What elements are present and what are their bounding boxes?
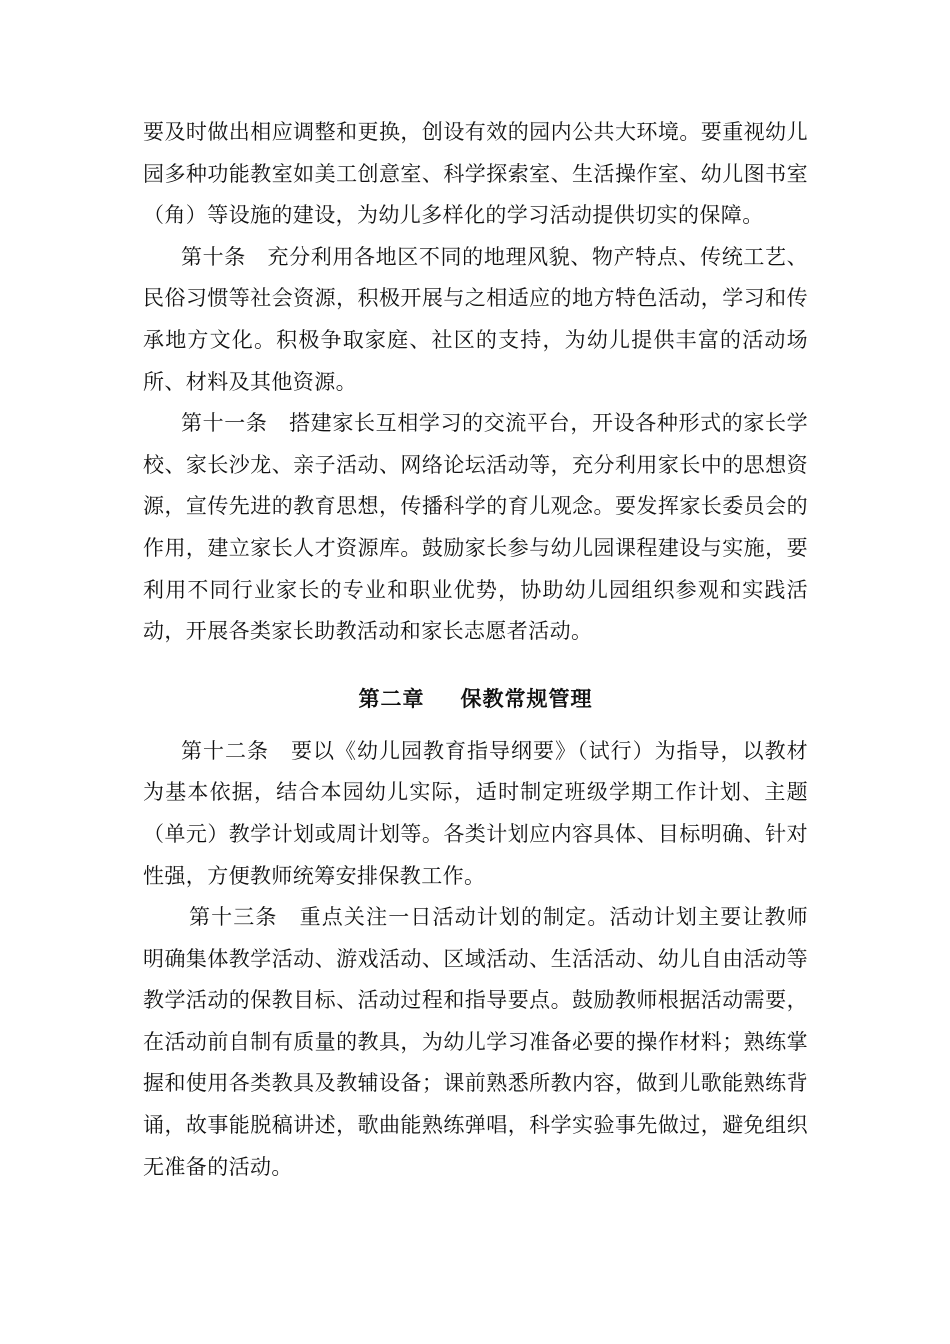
article-13 xyxy=(143,897,808,1188)
chapter-title: 保教常规管理 xyxy=(460,686,593,711)
article-10 xyxy=(143,237,808,403)
article-10-text: 充分利用各地区不同的地理风貌、物产特点、传统工艺、民俗习惯等社会资源，积极开展与之相适应的地方特色活动，学习和传承地方文化。积极争取家庭、社区的支持，为幼儿提供丰富的活动场所、材料及其他资源。 xyxy=(143,244,809,394)
article-11-label: 第十一条 xyxy=(181,411,268,436)
article-11-text: 搭建家长互相学习的交流平台，开设各种形式的家长学校、家长沙龙、亲子活动、网络论坛活动等，充分利用家长中的思想资源，宣传先进的教育思想，传播科学的育儿观念。要发挥家长委员会的作用，建立家长人才资源库。鼓励家长参与幼儿园课程建设与实施，要利用不同行业家长的专业和职业优势，协助幼儿园组织参观和实践活动，开展各类家长助教活动和家长志愿者活动。 xyxy=(143,411,808,644)
chapter-heading xyxy=(143,679,808,719)
page-content xyxy=(143,112,808,1188)
article-12-label: 第十二条 xyxy=(181,738,270,763)
article-11 xyxy=(143,403,808,653)
article-12 xyxy=(143,731,808,897)
paragraph-continuation: 要及时做出相应调整和更换，创设有效的园内公共大环境。要重视幼儿园多种功能教室如美工创意室、科学探索室、生活操作室、幼儿图书室（角）等设施的建设，为幼儿多样化的学习活动提供切实的保障。 xyxy=(143,120,808,228)
chapter-number: 第二章 xyxy=(358,686,425,711)
article-13-label: 第十三条 xyxy=(189,905,278,930)
article-10-label: 第十条 xyxy=(181,244,246,269)
article-13-text: 重点关注一日活动计划的制定。活动计划主要让教师明确集体教学活动、游戏活动、区域活动、生活活动、幼儿自由活动等教学活动的保教目标、活动过程和指导要点。鼓励教师根据活动需要，在活动前自制有质量的教具，为幼儿学习准备必要的操作材料；熟练掌握和使用各类教具及教辅设备；课前熟悉所教内容，做到儿歌能熟练背诵，故事能脱稿讲述，歌曲能熟练弹唱，科学实验事先做过，避免组织无准备的活动。 xyxy=(143,905,808,1179)
article-12-text: 要以《幼儿园教育指导纲要》（试行）为指导，以教材为基本依据，结合本园幼儿实际，适时制定班级学期工作计划、主题（单元）教学计划或周计划等。各类计划应内容具体、目标明确、针对性强，方便教师统筹安排保教工作。 xyxy=(143,738,808,888)
